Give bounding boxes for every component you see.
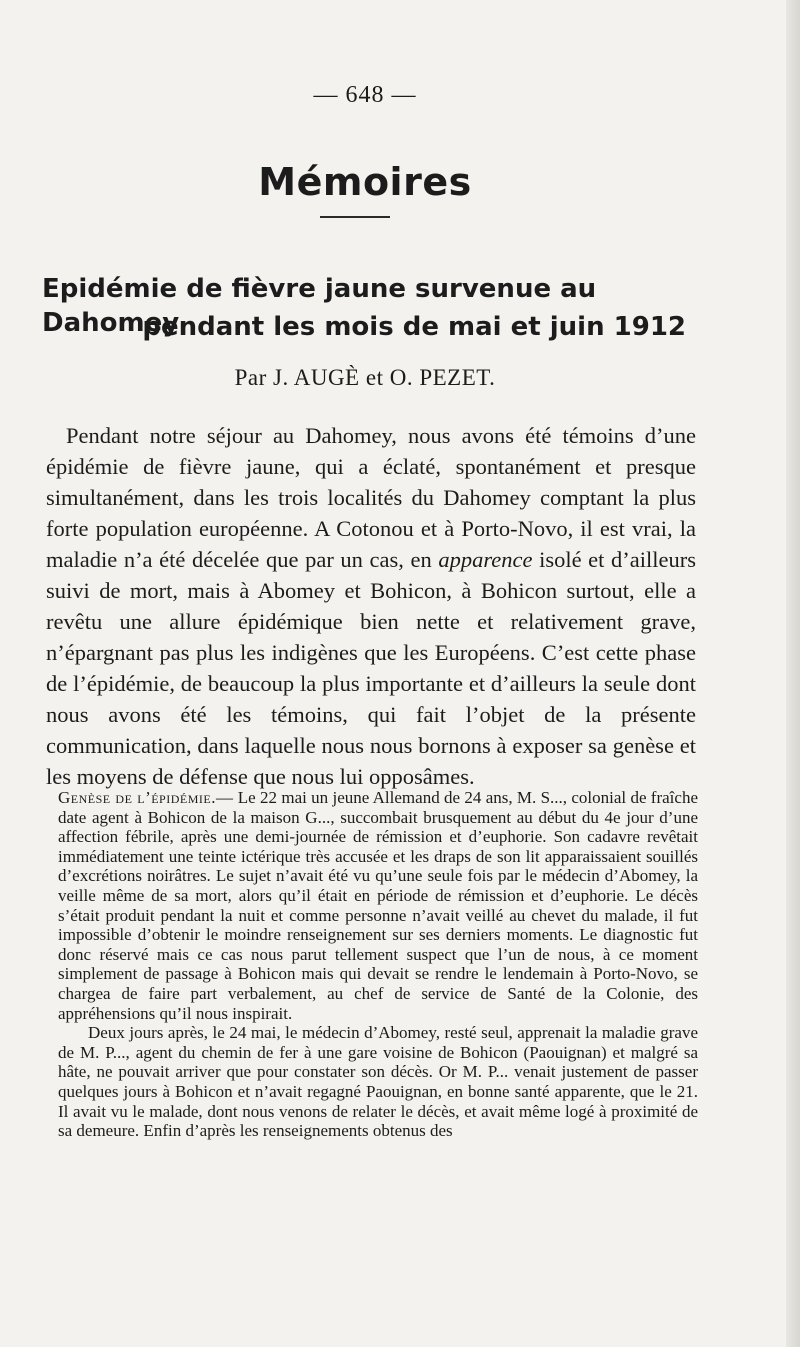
article-title-line-2: pendant les mois de mai et juin 1912 [142, 312, 686, 342]
genese-heading: Genèse de l’épidémie.— [58, 788, 234, 807]
article-byline: Par J. AUGÈ et O. PEZET. [234, 365, 496, 390]
deux-jours-paragraph: Deux jours après, le 24 mai, le médecin d’Abomey, resté seul, apprenait la maladie grave de M. P..., agent du chemin de fer à une gare voisine de Bohicon (Paouignan) et malgré sa hâte, ne pouvait arriver que pour constater son décès. Or M. P... venait justement de passer quelques jours à Bohicon et n’avait regagné Paouignan, en bonne santé apparente, que le 21. Il avait vu le malade, dont nous venons de relater le décès, et avait même logé à proximité de sa demeure. Enfin d’après les renseignements obtenus des [58, 1023, 698, 1141]
intro-paragraph-block [46, 420, 696, 792]
genese-text: Le 22 mai un jeune Allemand de 24 ans, M. S..., colonial de fraîche date agent à Bohicon de la maison G..., succombait brusquement au début du 4e jour d’une affection fébrile, après une demi-journée de rémission et d’euphorie. Son cadavre revêtait immédiatement une teinte ictérique très accusée et les draps de son lit apparaissaient souillés d’excrétions noirâtres. Le sujet n’avait été vu qu’une seule fois par le médecin d’Abomey, la veille même de sa mort, alors qu’il était en période de rémission et d’euphorie. Le décès s’était produit pendant la nuit et comme personne n’avait veillé au chevet du malade, il fut impossible d’obtenir le moindre renseignement sur ses derniers moments. Le diagnostic fut donc réservé mais ce cas nous parut tellement suspect que l’un de nous, à ce moment simplement de passage à Bohicon mais qui devait se rendre le lendemain à Porto-Novo, se chargea de faire part verbalement, au chef de service de Santé de la Colonie, des appréhensions qu’il nous inspirait. [58, 788, 698, 1023]
article-title-line-1: Epidémie de fièvre jaune survenue au Dahomey [42, 274, 597, 338]
title-divider [320, 216, 390, 218]
intro-text-end: isolé et d’ailleurs suivi de mort, mais à Abomey et Bohicon, à Bohicon surtout, elle a revêtu une allure épidémique bien nette et relativement grave, n’épargnant pas plus les indigènes que les Européens. C’est cette phase de l’épidémie, de beaucoup la plus importante et d’ailleurs la seule dont nous avons été les témoins, qui fait l’objet de la présente communication, dans laquelle nous nous bornons à exposer sa genèse et les moyens de défense que nous lui opposâmes. [46, 547, 696, 789]
intro-italic-word: apparence [438, 547, 533, 572]
page-number: — 648 — [313, 82, 417, 108]
section-title: Mémoires [258, 160, 472, 204]
page-edge [786, 0, 800, 1347]
genese-section [58, 788, 698, 1141]
intro-text-start: Pendant notre séjour au Dahomey, nous avons été témoins d’une épidémie de fièvre jaune, qui a éclaté, spontanément et presque simultanément, dans les trois localités du Dahomey comptant la plus forte population européenne. A Cotonou et à Porto-Novo, il est vrai, la maladie n’a été décelée que par un cas, en [46, 423, 696, 572]
intro-paragraph [46, 420, 696, 792]
genese-paragraph [58, 788, 698, 1023]
